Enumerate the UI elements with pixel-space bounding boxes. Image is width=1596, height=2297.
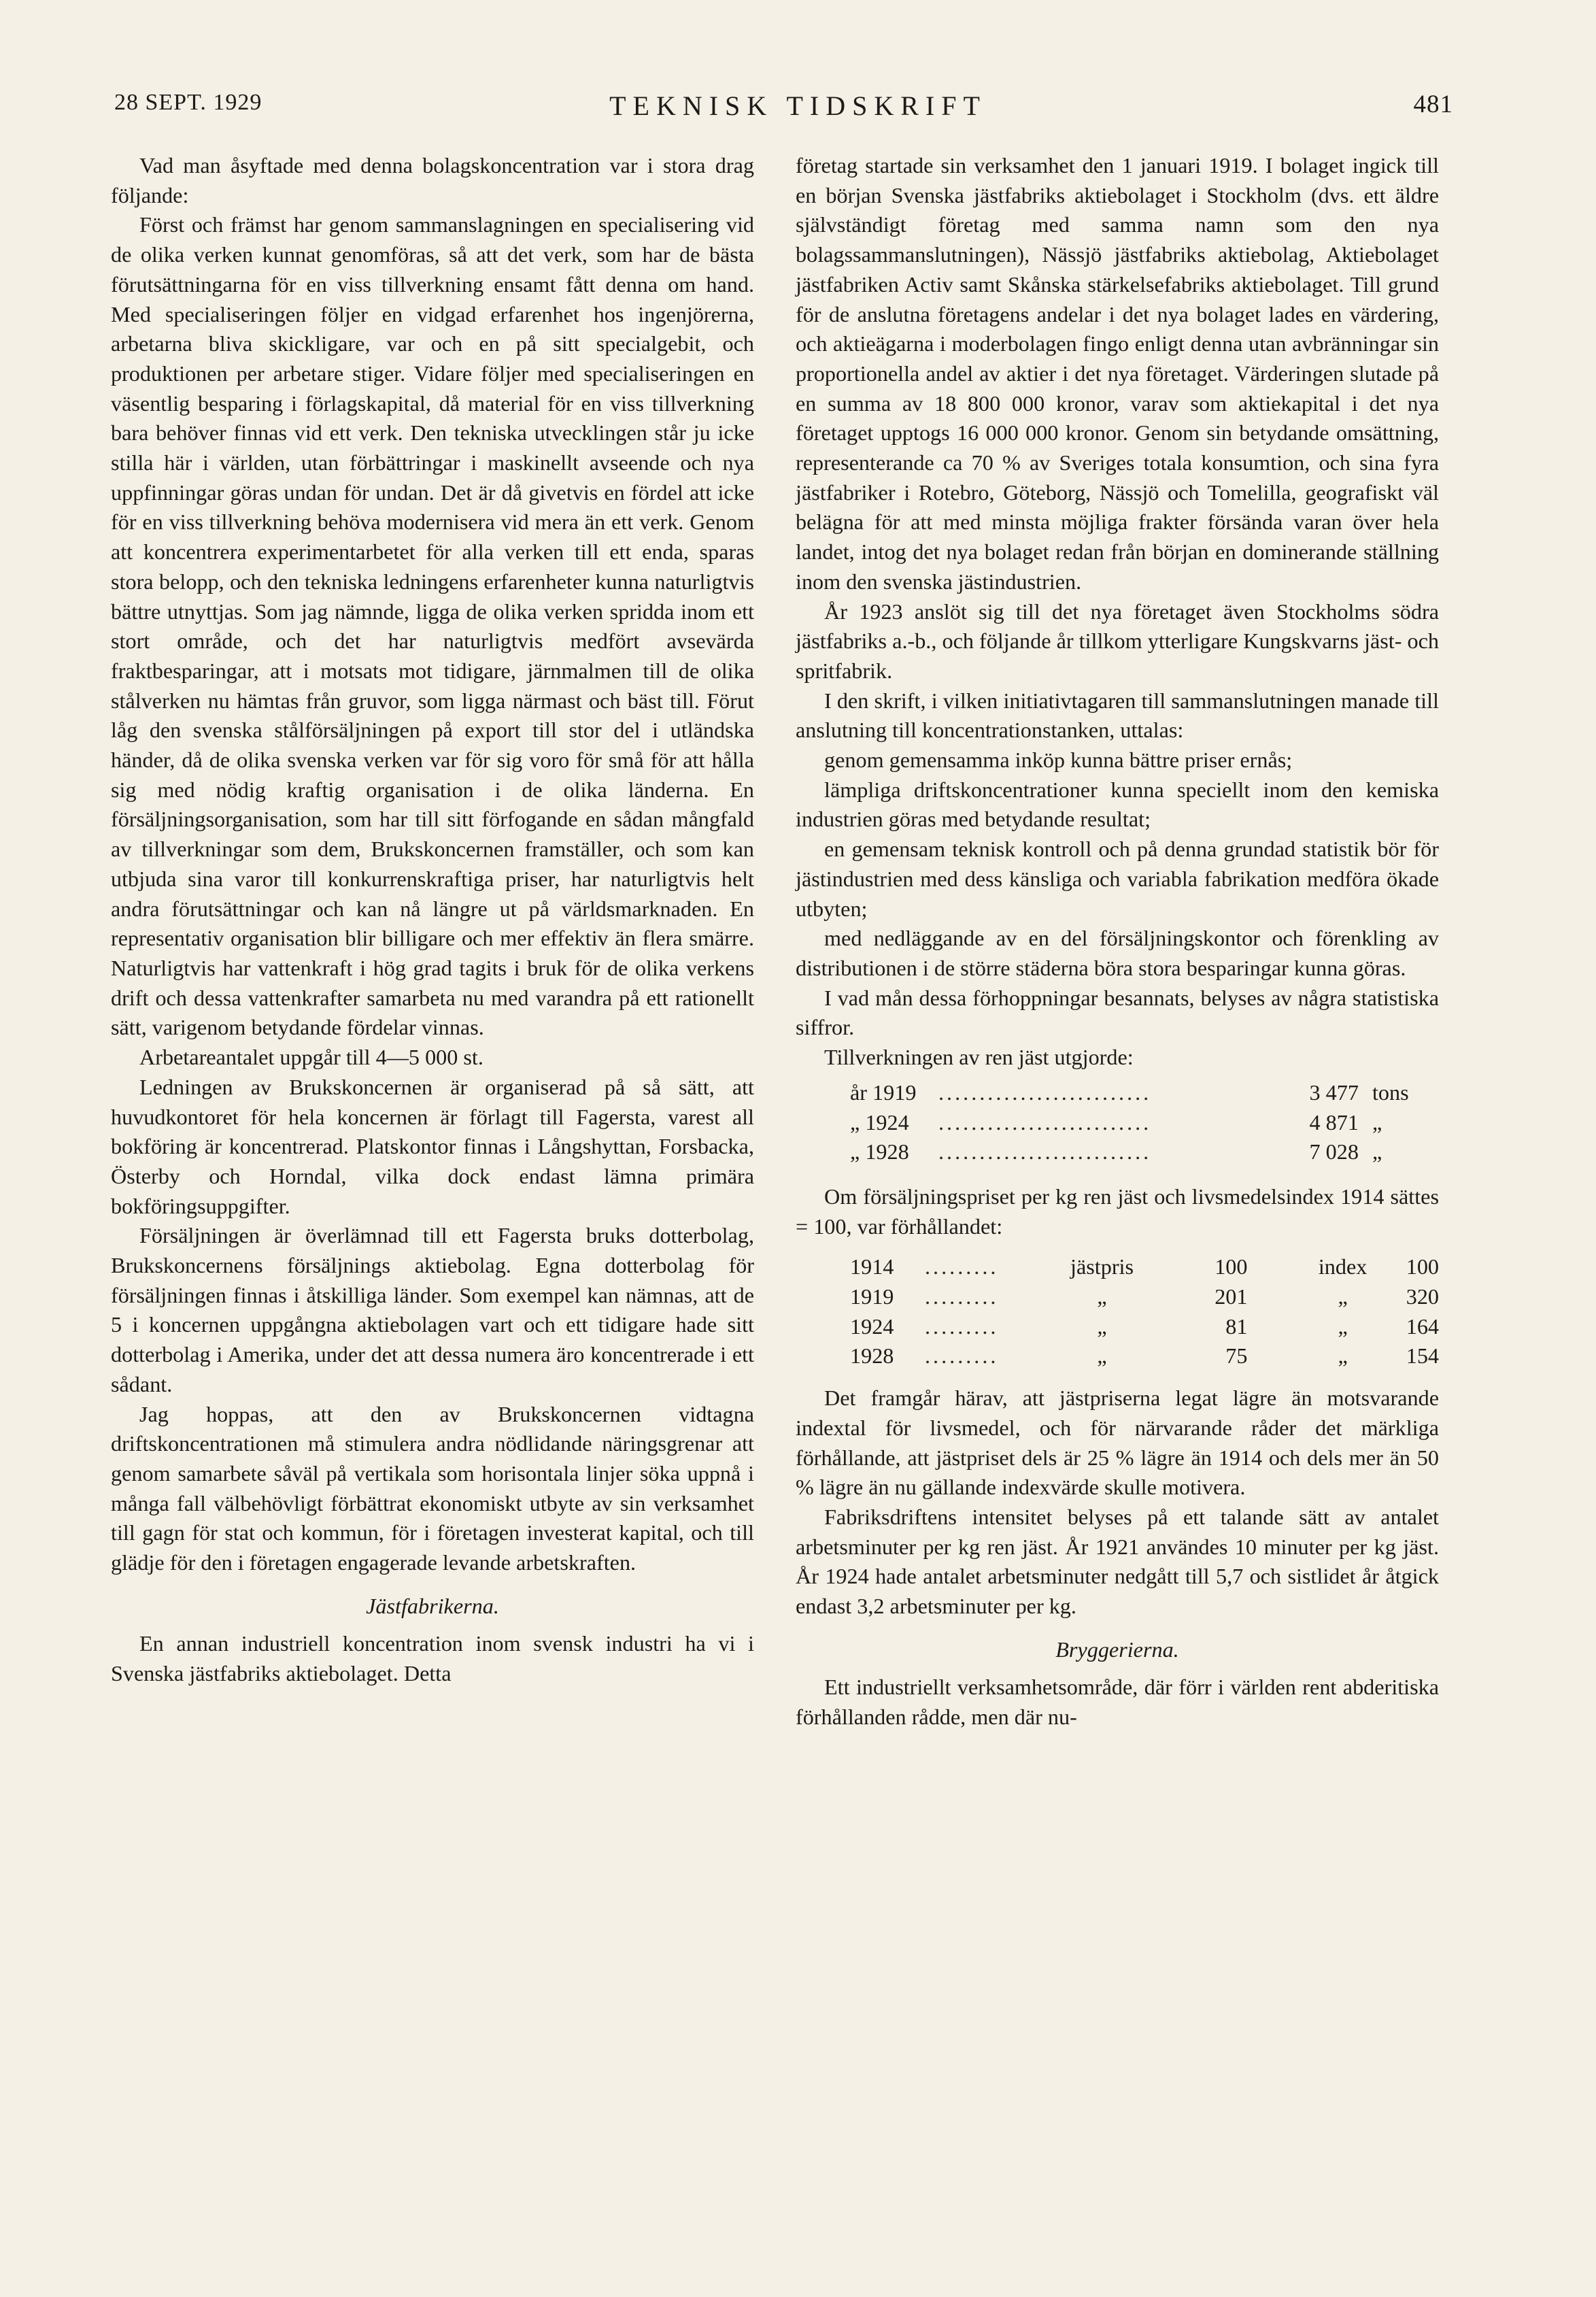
table-cell: „ bbox=[1372, 1109, 1382, 1135]
price-index-table bbox=[796, 1252, 1439, 1371]
dot-leader: ......... bbox=[925, 1313, 999, 1339]
paragraph: Fabriksdriftens intensitet belyses på ett talande sätt av antalet arbetsminuter per kg ren jäst. År 1921 användes 10 minuter per kg jäst. År 1924 hade antalet arbetsminuter nedgått till 5,7 och sistlidet år åtgick endast 3,2 arbetsminuter per kg. bbox=[796, 1504, 1439, 1619]
left-column bbox=[111, 151, 754, 1689]
paragraph: Jag hoppas, att den av Brukskoncernen vidtagna driftskoncentrationen må stimulera andra nödlidande näringsgrenar att genom samarbete såväl på vertikala som horisontala linjer söka uppnå i många fall välbehövligt förbättrat ekonomiskt utbyte av sin verksamhet till gagn för stat och kommun, för i företagen investerat kapital, och till glädje för den i företagen engagerade levande arbetskraften. bbox=[111, 1401, 754, 1575]
table-row bbox=[796, 1312, 1439, 1342]
table-cell: 1924 bbox=[850, 1313, 894, 1339]
table-cell: „ bbox=[1097, 1343, 1107, 1369]
table-cell: 100 bbox=[1406, 1254, 1439, 1279]
table-cell: „ bbox=[1372, 1139, 1382, 1164]
table-cell: 154 bbox=[1406, 1343, 1439, 1369]
paragraph: I den skrift, i vilken initiativtagaren till sammanslutningen manade till anslutning till koncentrationstanken, uttalas: bbox=[796, 688, 1439, 743]
table-cell: „ bbox=[1338, 1343, 1348, 1369]
list-item: lämpliga driftskoncentrationer kunna speciellt inom den kemiska industrien göras med betydande resultat; bbox=[796, 777, 1439, 832]
paragraph: Arbetareantalet uppgår till 4—5 000 st. bbox=[139, 1045, 483, 1070]
table-row bbox=[796, 1078, 1439, 1108]
table-cell: 1914 bbox=[850, 1254, 894, 1279]
dot-leader: ......... bbox=[925, 1343, 999, 1369]
list-item: genom gemensamma inköp kunna bättre priser ernås; bbox=[824, 748, 1293, 773]
table-row bbox=[796, 1252, 1439, 1282]
paragraph: Om försäljningspriset per kg ren jäst och livsmedelsindex 1914 sättes = 100, var förhållandet: bbox=[796, 1184, 1439, 1239]
table-cell: „ 1928 bbox=[850, 1139, 909, 1164]
table-row bbox=[796, 1137, 1439, 1167]
dot-leader: ......... bbox=[925, 1284, 999, 1309]
paragraph: I vad mån dessa förhoppningar besannats, belyses av några statistiska siffror. bbox=[796, 985, 1439, 1040]
table-cell: 1919 bbox=[850, 1284, 894, 1309]
table-cell: år 1919 bbox=[850, 1079, 917, 1105]
table-cell: 3 477 bbox=[1309, 1079, 1359, 1105]
page-number: 481 bbox=[1413, 90, 1453, 118]
paragraph: Försäljningen är överlämnad till ett Fagersta bruks dotterbolag, Brukskoncernens försäljnings aktiebolag. Egna dotterbolag för försäljningen finnas i åtskilliga länder. Som exempel kan nämnas, att de 5 i koncernen uppgångna aktiebolagen vart och ett tidigare hade sitt dotterbolag i Amerika, under det att dessa numera äro koncentrerade i ett sådant. bbox=[111, 1223, 754, 1396]
dot-leader: ......... bbox=[925, 1254, 999, 1279]
table-cell: 7 028 bbox=[1309, 1139, 1359, 1164]
paragraph: År 1923 anslöt sig till det nya företaget även Stockholms södra jästfabriks a.-b., och följande år tillkom ytterligare Kungskvarns jäst- och spritfabrik. bbox=[796, 599, 1439, 683]
table-cell: „ bbox=[1338, 1284, 1348, 1309]
table-cell: „ bbox=[1097, 1313, 1107, 1339]
table-cell: 81 bbox=[1225, 1313, 1248, 1339]
journal-title: TEKNISK TIDSKRIFT bbox=[609, 90, 987, 121]
table-cell: 320 bbox=[1406, 1284, 1439, 1309]
table-cell: 100 bbox=[1215, 1254, 1248, 1279]
paragraph: Ledningen av Brukskoncernen är organiserad på så sätt, att huvudkontoret för hela koncernen är förlagt till Fagersta, varest all bokföring är koncentrerad. Platskontor finnas i Långshyttan, Forsbacka, Österby och Horndal, vilka dock endast lämna primära bokföringsuppgifter. bbox=[111, 1074, 754, 1218]
table-row bbox=[796, 1108, 1439, 1138]
paragraph: Det framgår härav, att jästpriserna legat lägre än motsvarande indextal för livsmedel, och för närvarande råder det märkliga förhållande, att jästpriset dels är 25 % lägre än 1914 och dels mer än 50 % lägre än nu gällande indexvärde skulle motivera. bbox=[796, 1386, 1439, 1500]
paragraph: Tillverkningen av ren jäst utgjorde: bbox=[824, 1045, 1134, 1070]
paragraph: En annan industriell koncentration inom svensk industri ha vi i Svenska jästfabriks aktiebolaget. Detta bbox=[111, 1631, 754, 1686]
table-row bbox=[796, 1282, 1439, 1312]
list-item: en gemensam teknisk kontroll och på denna grundad statistik bör för jästindustrien med dess känsliga och variabla fabrikation medföra ökade utbyten; bbox=[796, 837, 1439, 921]
table-cell: 4 871 bbox=[1309, 1109, 1359, 1135]
table-cell: tons bbox=[1372, 1079, 1409, 1105]
paragraph: Vad man åsyftade med denna bolagskoncentration var i stora drag följande: bbox=[111, 153, 754, 207]
table-cell: index bbox=[1318, 1254, 1368, 1279]
paragraph: Ett industriellt verksamhetsområde, där förr i världen rent abderitiska förhållanden rådde, men där nu- bbox=[796, 1675, 1439, 1730]
dot-leader: .......................... bbox=[938, 1109, 1152, 1135]
table-row bbox=[796, 1341, 1439, 1371]
table-cell: „ 1924 bbox=[850, 1109, 909, 1135]
list-item: med nedläggande av en del försäljningskontor och förenkling av distributionen i de större städerna böra stora besparingar kunna göras. bbox=[796, 926, 1439, 980]
paragraph: företag startade sin verksamhet den 1 januari 1919. I bolaget ingick till en början Svenska jästfabriks aktiebolaget i Stockholm (dvs. ett äldre självständigt företag med samma namn som den nya bolagssammanslutningen), Nässjö jästfabriks aktiebolag, Aktiebolaget jästfabriken Activ samt Skånska stärkelsefabriks aktiebolaget. Till grund för de anslutna företagens andelar i det nya bolaget lades en värdering, och aktieägarna i moderbolagen fingo enligt denna utan avbränningar sin proportionella andel av aktier i det nya företaget. Värderingen slutade på en summa av 18 800 000 kronor, varav som aktiekapital i det nya företaget upptogs 16 000 000 kronor. Genom sin betydande omsättning, representerande ca 70 % av Sveriges totala konsumtion, och sina fyra jästfabriker i Rotebro, Göteborg, Nässjö och Tomelilla, geografiskt väl belägna för att med minsta möjliga frakter försända varan över hela landet, intog det nya bolaget redan från början en dominerande ställning inom den svenska jästindustrien. bbox=[796, 153, 1439, 594]
section-heading: Bryggerierna. bbox=[1055, 1637, 1179, 1662]
dot-leader: .......................... bbox=[938, 1139, 1152, 1164]
table-cell: 1928 bbox=[850, 1343, 894, 1369]
table-cell: „ bbox=[1097, 1284, 1107, 1309]
section-heading: Jästfabrikerna. bbox=[366, 1593, 499, 1618]
paragraph: Först och främst har genom sammanslagningen en specialisering vid de olika verken kunnat genomföras, så att det verk, som har de bästa förutsättningarna för en viss tillverkning ensamt fått denna om hand. Med specialiseringen följer en vidgad erfarenhet hos ingenjörerna, arbetarna bliva skickligare, var och en på sitt specialgebit, och produktionen per arbetare stiger. Vidare följer med specialiseringen en väsentlig besparing i förlagskapital, då material för en viss tillverkning bara behöver finnas vid ett verk. Den tekniska utvecklingen står ju icke stilla här i världen, utan förbättringar i maskinellt avseende och nya uppfinningar göras undan för undan. Det är då givetvis en fördel att icke för en viss tillverkning behöva modernisera vid mera än ett verk. Genom att koncentrera experimentarbetet för alla verken till ett enda, sparas stora belopp, och den tekniska ledningens erfarenheter kunna naturligtvis bättre utnyttjas. Som jag nämnde, ligga de olika verken spridda inom ett stort område, och det har naturligtvis medfört avsevärda fraktbesparingar, att i motsats mot tidigare, järnmalmen till de olika stålverken nu hämtas från gruvor, som ligga närmast och bäst till. Förut låg den svenska stålförsäljningen på export till stor del i utländska händer, då de olika svenska verken var för sig voro för små för att hålla sig med nödig kraftig organisation i de olika länderna. En försäljningsorganisation, som har till sitt förfogande en sådan mångfald av tillverkningar som dem, Brukskoncernen framställer, och som kan utbjuda sina varor till konkurrenskraftiga priser, har naturligtvis helt andra förutsättningar och kan nå längre ut på världsmarknaden. En representativ organisation blir billigare och mer effektiv än flera smärre. Naturligtvis har vattenkraft i hög grad tagits i bruk för de olika verkens drift och dessa vattenkrafter samarbeta nu med varandra på ett rationellt sätt, varigenom betydande fördelar vinnas. bbox=[111, 212, 754, 1040]
table-cell: jästpris bbox=[1070, 1254, 1134, 1279]
table-cell: „ bbox=[1338, 1313, 1348, 1339]
page-date: 28 SEPT. 1929 bbox=[114, 90, 262, 115]
table-cell: 75 bbox=[1225, 1343, 1248, 1369]
table-cell: 201 bbox=[1215, 1284, 1248, 1309]
production-table bbox=[796, 1078, 1439, 1167]
table-cell: 164 bbox=[1406, 1313, 1439, 1339]
dot-leader: .......................... bbox=[938, 1079, 1152, 1105]
right-column bbox=[796, 151, 1439, 1732]
